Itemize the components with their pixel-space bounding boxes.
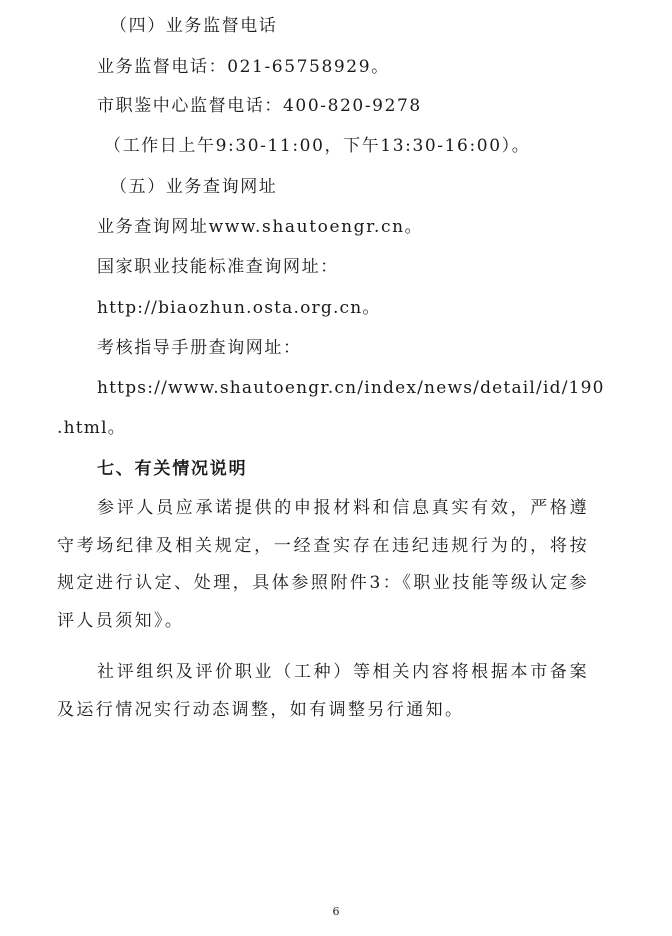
guide-manual-url-continuation: .html。 bbox=[57, 418, 126, 438]
center-supervision-phone-line: 市职鉴中心监督电话：400-820-9278 bbox=[97, 96, 422, 116]
section-heading: 七、有关情况说明 bbox=[97, 459, 248, 479]
working-hours-line: （工作日上午9:30-11:00，下午13:30-16:00）。 bbox=[104, 136, 531, 156]
supervision-phone-line: 业务监督电话：021-65758929。 bbox=[97, 57, 390, 77]
subsection-heading-supervision: （四）业务监督电话 bbox=[110, 16, 278, 36]
national-standard-url: http://biaozhun.osta.org.cn。 bbox=[97, 298, 381, 318]
paragraph-commitment: 参评人员应承诺提供的申报材料和信息真实有效，严格遵守考场纪律及相关规定，一经查实存在违纪违规行为的，将按规定进行认定、处理，具体参照附件3：《职业技能等级认定参评人员须知》。 bbox=[57, 498, 589, 631]
paragraph-adjustment: 社评组织及评价职业（工种）等相关内容将根据本市备案及运行情况实行动态调整，如有调整另行通知。 bbox=[57, 662, 589, 720]
guide-manual-url: https://www.shautoengr.cn/index/news/detail/id/190 bbox=[97, 378, 605, 398]
guide-manual-label: 考核指导手册查询网址： bbox=[97, 338, 302, 358]
national-standard-label: 国家职业技能标准查询网址： bbox=[97, 257, 339, 277]
subsection-heading-query: （五）业务查询网址 bbox=[110, 177, 278, 197]
query-website-line: 业务查询网址www.shautoengr.cn。 bbox=[97, 217, 424, 237]
page-number: 6 bbox=[332, 905, 340, 918]
